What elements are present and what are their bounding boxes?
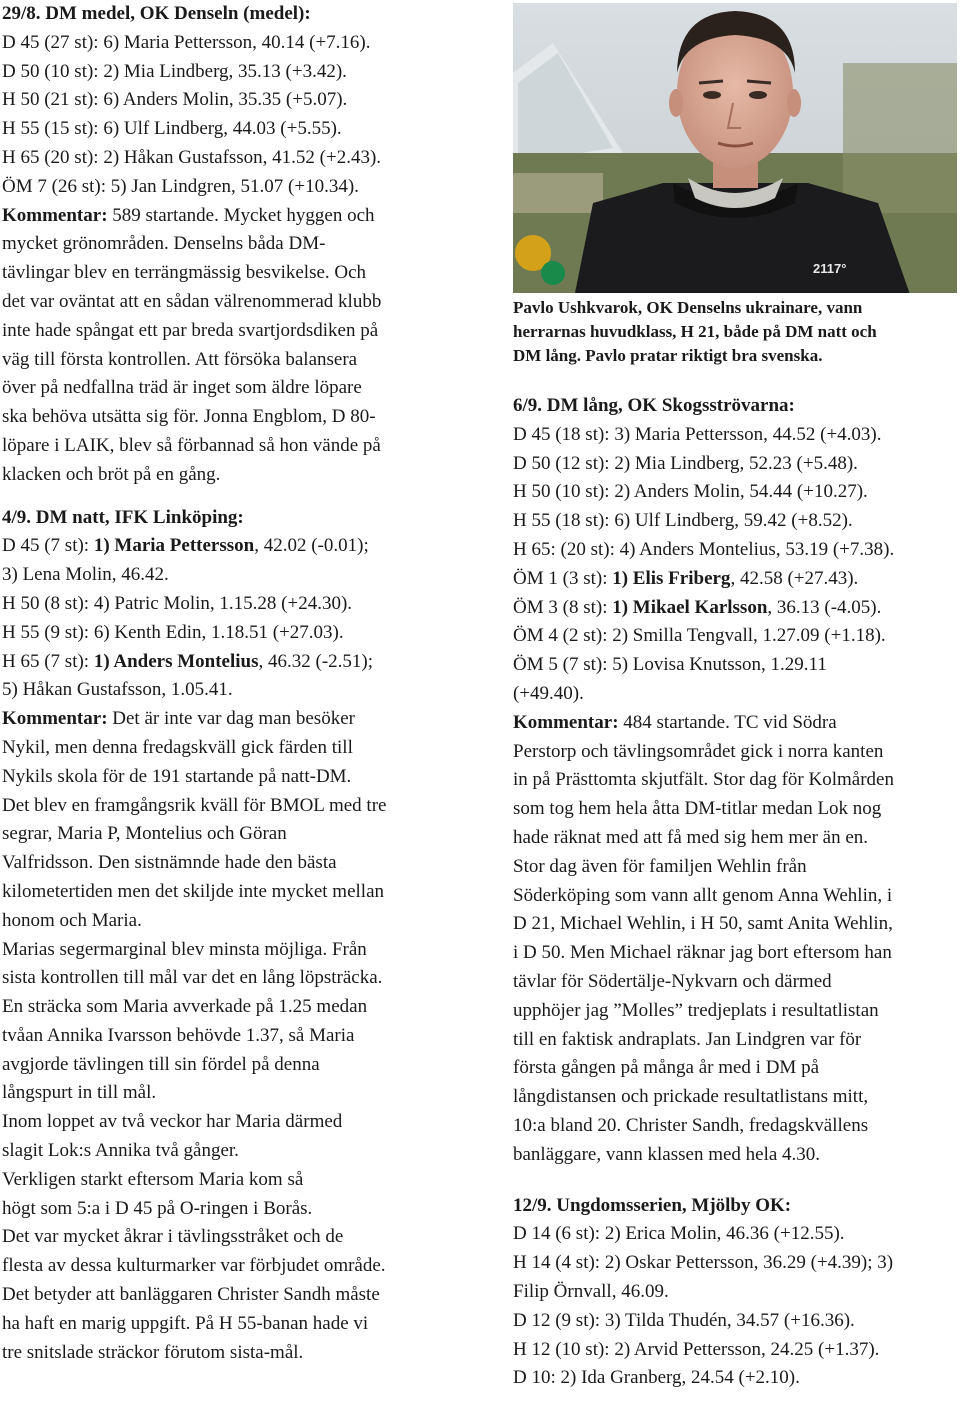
comment-label: Kommentar:	[513, 711, 619, 733]
result-line: H 65: (20 st): 4) Anders Montelius, 53.19 (+7.38).	[513, 538, 895, 560]
comment-line: löpare i LAIK, blev så förbannad så hon vände på	[2, 434, 381, 456]
comment-label: Kommentar:	[2, 204, 108, 226]
result-line: D 50 (10 st): 2) Mia Lindberg, 35.13 (+3.42).	[2, 60, 347, 82]
result-line: 5) Håkan Gustafsson, 1.05.41.	[2, 679, 233, 701]
portrait-illustration	[513, 3, 957, 293]
winner-name: 1) Mikael Karlsson	[612, 596, 768, 618]
result-class: D 45 (7 st):	[2, 535, 94, 557]
caption-line: herrarnas huvudklass, H 21, både på DM natt och	[513, 322, 877, 341]
photo-caption	[513, 296, 957, 368]
results-list-dm-natt	[2, 532, 472, 705]
result-line: H 55 (9 st): 6) Kenth Edin, 1.18.51 (+27.03).	[2, 621, 344, 643]
comment-line: Det betyder att banläggaren Christer Sandh måste	[2, 1284, 380, 1306]
result-line: ÖM 7 (26 st): 5) Jan Lindgren, 51.07 (+10.34).	[2, 175, 359, 197]
result-line	[513, 565, 957, 594]
comment-line: honom och Maria.	[2, 909, 142, 931]
comment-dm-lang	[513, 709, 957, 1170]
caption-line: DM lång. Pavlo pratar riktigt bra svenska.	[513, 346, 823, 365]
comment-line: inte hade spångat ett par breda svartjordsdiken på	[2, 319, 379, 341]
comment-line: in på Prästtomta skjutfält. Stor dag för Kolmården	[513, 769, 894, 791]
comment-line: D 21, Michael Wehlin, i H 50, samt Anita Wehlin,	[513, 913, 893, 935]
comment-line: banläggare, vann klassen med hela 4.30.	[513, 1143, 821, 1165]
spacer	[513, 368, 957, 392]
comment-line: Marias segermarginal blev minsta möjliga. Från	[2, 938, 367, 960]
result-line	[513, 594, 957, 623]
result-line: H 12 (10 st): 2) Arvid Pettersson, 24.25 (+1.37).	[513, 1338, 880, 1360]
comment-line: Nykil, men denna fredagskväll gick färden till	[2, 736, 353, 758]
comment-line: tävlingar blev en terrängmässig besvikelse. Och	[2, 262, 367, 284]
comment-line: En sträcka som Maria avverkade på 1.25 medan	[2, 996, 368, 1018]
result-line: H 55 (15 st): 6) Ulf Lindberg, 44.03 (+5.55).	[2, 118, 342, 140]
comment-line: långspurt in till mål.	[2, 1082, 157, 1104]
portrait-photo	[513, 3, 957, 293]
comment-line: första gången på många år med i DM på	[513, 1057, 820, 1079]
comment-line: kilometertiden men det skiljde inte mycket mellan	[2, 880, 385, 902]
result-line: D 45 (18 st): 3) Maria Pettersson, 44.52 (+4.03).	[513, 423, 882, 445]
result-line: D 50 (12 st): 2) Mia Lindberg, 52.23 (+5.48).	[513, 452, 858, 474]
result-line: (+49.40).	[513, 682, 584, 704]
comment-line: mycket grönområden. Denselns båda DM-	[2, 233, 326, 255]
right-column	[513, 296, 957, 1393]
result-line: D 12 (9 st): 3) Tilda Thudén, 34.57 (+16.36).	[513, 1309, 855, 1331]
result-line: D 45 (27 st): 6) Maria Pettersson, 40.14 (+7.16).	[2, 31, 371, 53]
left-column	[2, 0, 472, 1367]
result-line: ÖM 5 (7 st): 5) Lovisa Knutsson, 1.29.11	[513, 654, 827, 676]
comment-line: ha haft en marig uppgift. På H 55-banan hade vi	[2, 1312, 369, 1334]
comment-line: flesta av dessa kulturmarker var förbjudet område.	[2, 1255, 386, 1277]
comment-line: upphöjer jag ”Molles” tredjeplats i resultatlistan	[513, 999, 879, 1021]
winner-name: 1) Maria Pettersson	[93, 535, 255, 557]
results-list-ungdomsserien	[513, 1220, 957, 1393]
result-line: D 14 (6 st): 2) Erica Molin, 46.36 (+12.55).	[513, 1223, 845, 1245]
comment-text: 589 startande. Mycket hyggen och	[107, 204, 375, 226]
comment-line: högt som 5:a i D 45 på O-ringen i Borås.	[2, 1197, 313, 1219]
result-line: H 50 (8 st): 4) Patric Molin, 1.15.28 (+24.30).	[2, 592, 353, 614]
result-line: H 50 (21 st): 6) Anders Molin, 35.35 (+5.07).	[2, 89, 348, 111]
result-line: Filip Örnvall, 46.09.	[513, 1280, 669, 1302]
comment-line: till en faktisk andraplats. Jan Lindgren var för	[513, 1028, 862, 1050]
comment-line: ska behöva utsätta sig för. Jonna Engblom, D 80-	[2, 406, 376, 428]
result-time: , 42.58 (+27.43).	[730, 567, 859, 589]
results-list-dm-medel	[2, 29, 472, 202]
spacer	[513, 1170, 957, 1192]
section-heading-ungdomsserien: 12/9. Ungdomsserien, Mjölby OK:	[513, 1194, 792, 1216]
comment-line: tre snitslade sträckor förutom sista-mål.	[2, 1341, 304, 1363]
result-line: H 55 (18 st): 6) Ulf Lindberg, 59.42 (+8.52).	[513, 510, 853, 532]
comment-line: Nykils skola för de 191 startande på natt-DM.	[2, 765, 352, 787]
result-class: ÖM 3 (8 st):	[513, 596, 613, 618]
comment-line: klacken och bröt på en gång.	[2, 463, 221, 485]
result-time: , 46.32 (-2.51);	[258, 650, 374, 672]
spacer	[2, 490, 472, 504]
comment-text: Det är inte var dag man besöker	[107, 708, 355, 730]
result-line: H 50 (10 st): 2) Anders Molin, 54.44 (+10.27).	[513, 481, 868, 503]
result-line: 3) Lena Molin, 46.42.	[2, 564, 169, 586]
comment-line: Perstorp och tävlingsområdet gick i norra kanten	[513, 740, 884, 762]
comment-label: Kommentar:	[2, 708, 108, 730]
comment-line: avgjorde tävlingen till sin fördel på denna	[2, 1053, 320, 1075]
winner-name: 1) Anders Montelius	[93, 650, 259, 672]
comment-line: sista kontrollen till mål var det en lång löpsträcka.	[2, 967, 383, 989]
result-time: , 42.02 (-0.01);	[254, 535, 369, 557]
comment-line: Det blev en framgångsrik kväll för BMOL med tre	[2, 794, 387, 816]
comment-line: segrar, Maria P, Montelius och Göran	[2, 823, 287, 845]
comment-line: väg till första kontrollen. Att försöka balansera	[2, 348, 358, 370]
comment-line: långdistansen och prickade resultatlistans mitt,	[513, 1086, 869, 1108]
winner-name: 1) Elis Friberg	[612, 567, 731, 589]
result-line: H 14 (4 st): 2) Oskar Pettersson, 36.29 (+4.39); 3)	[513, 1252, 894, 1274]
result-line	[2, 648, 472, 677]
comment-line: Valfridsson. Den sistnämnde hade den bästa	[2, 852, 337, 874]
result-line: ÖM 4 (2 st): 2) Smilla Tengvall, 1.27.09 (+1.18).	[513, 625, 886, 647]
comment-dm-natt	[2, 705, 472, 1367]
comment-line: hade räknat med att få med sig hem mer än en.	[513, 826, 869, 848]
comment-line: det var oväntat att en sådan välrenommerad klubb	[2, 290, 382, 312]
comment-first-line	[2, 202, 472, 231]
comment-dm-medel	[2, 202, 472, 490]
comment-line: tävlar för Södertälje-Nykvarn och därmed	[513, 970, 832, 992]
result-class: H 65 (7 st):	[2, 650, 94, 672]
comment-line: som tog hem hela åtta DM-titlar medan Lok nog	[513, 798, 882, 820]
comment-line: tvåan Annika Ivarsson behövde 1.37, så Maria	[2, 1024, 355, 1046]
comment-line: Söderköping som vann allt genom Anna Wehlin, i	[513, 884, 893, 906]
comment-line: Det var mycket åkrar i tävlingsstråket och de	[2, 1226, 344, 1248]
result-line: D 10: 2) Ida Granberg, 24.54 (+2.10).	[513, 1367, 800, 1389]
result-line: H 65 (20 st): 2) Håkan Gustafsson, 41.52 (+2.43).	[2, 146, 382, 168]
comment-text: 484 startande. TC vid Södra	[618, 711, 837, 733]
comment-line: slagit Lok:s Annika två gånger.	[2, 1140, 239, 1162]
results-list-dm-lang	[513, 421, 957, 709]
caption-line: Pavlo Ushkvarok, OK Denselns ukrainare, vann	[513, 298, 863, 317]
comment-line: Verkligen starkt eftersom Maria kom så	[2, 1168, 304, 1190]
comment-first-line	[513, 709, 957, 738]
comment-line: över på nedfallna träd är inget som äldre löpare	[2, 377, 362, 399]
section-heading-dm-medel: 29/8. DM medel, OK Denseln (medel):	[2, 3, 311, 24]
result-time: , 36.13 (-4.05).	[767, 596, 882, 618]
comment-first-line	[2, 705, 472, 734]
comment-line: Stor dag även för familjen Wehlin från	[513, 855, 807, 877]
comment-line: i D 50. Men Michael räknar jag bort eftersom han	[513, 942, 892, 964]
comment-line: Inom loppet av två veckor har Maria därmed	[2, 1111, 343, 1133]
comment-line: 10:a bland 20. Christer Sandh, fredagskvällens	[513, 1114, 869, 1136]
section-heading-dm-natt: 4/9. DM natt, IFK Linköping:	[2, 506, 244, 528]
result-class: ÖM 1 (3 st):	[513, 567, 613, 589]
result-line	[2, 532, 472, 561]
jacket-logo: 2117°	[813, 261, 847, 276]
section-heading-dm-lang: 6/9. DM lång, OK Skogsströvarna:	[513, 395, 795, 416]
